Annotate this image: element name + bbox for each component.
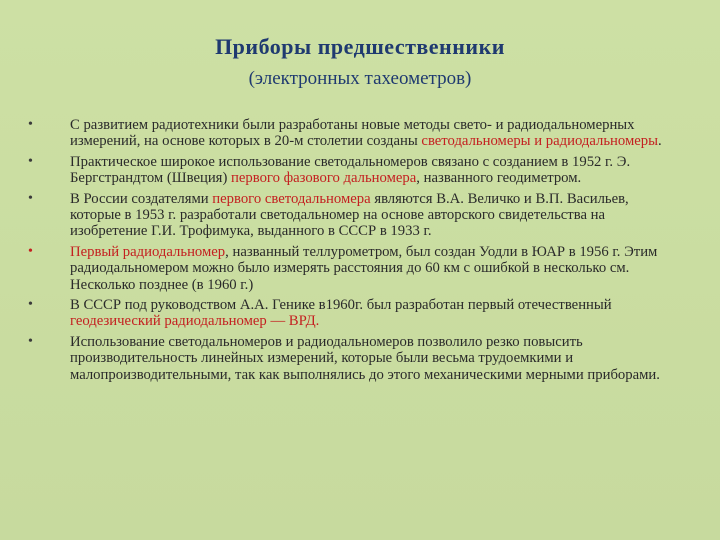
highlighted-text: первого светодальномера <box>212 190 371 207</box>
bullet-icon: • <box>28 117 33 132</box>
bullet-item <box>28 297 678 330</box>
item-text: Использование светодальномеров и радиодальномеров позволило резко повысить производительность линейных измерений, которые были весьма трудоемкими и малопроизводительными, так как выполнялись до этого механическими мерными приборами. <box>70 333 660 383</box>
item-text: В СССР под руководством А.А. Генике в1960г. был разработан первый отечественный <box>70 297 612 314</box>
bullet-icon: • <box>28 333 33 349</box>
item-text: С развитием радиотехники были разработаны новые методы свето- и радиодальномерных измерений, на основе которых в 20-м столетии созданы <box>70 117 635 150</box>
highlighted-text: первого фазового дальномера <box>231 170 417 187</box>
bullet-icon: • <box>28 190 33 206</box>
slide-subtitle: (электронных тахеометров) <box>248 68 472 89</box>
bullet-item <box>28 117 678 150</box>
item-text: В России создателями <box>70 190 213 207</box>
highlighted-text: светодальномеры и радиодальномеры <box>421 133 658 150</box>
item-text: Практическое широкое использование светодальномеров связано с созданием в 1952 г. Э. Бергстрандтом (Швеция) <box>70 153 631 187</box>
bullet-list <box>28 117 678 387</box>
item-text: являются В.А. Величко и В.П. Васильев, которые в 1953 г. разработали светодальномер на основе авторского свидетельства на изобретение Г.И. Трофимука, выданного в СССР в 1933 г. <box>70 190 629 240</box>
bullet-item <box>28 191 678 240</box>
highlighted-text: геодезический радиодальномер — ВРД. <box>70 313 320 330</box>
bullet-icon: • <box>28 153 33 169</box>
item-text: , названного геодиметром. <box>416 170 582 187</box>
bullet-icon: • <box>28 243 33 259</box>
slide-title: Приборы предшественники <box>215 34 505 59</box>
item-text: , названный теллурометром, был создан Уодли в ЮАР в 1956 г. Этим радиодальномером можно было измерять расстояния до 60 км с ошибкой в несколько см. Несколько позднее (в 1960 г.) <box>70 243 658 293</box>
highlighted-text: Первый радиодальномер <box>70 243 226 260</box>
bullet-icon: • <box>28 297 33 313</box>
item-text: . <box>657 133 662 150</box>
bullet-item <box>28 334 678 383</box>
bullet-item <box>28 154 678 187</box>
bullet-item <box>28 244 678 293</box>
